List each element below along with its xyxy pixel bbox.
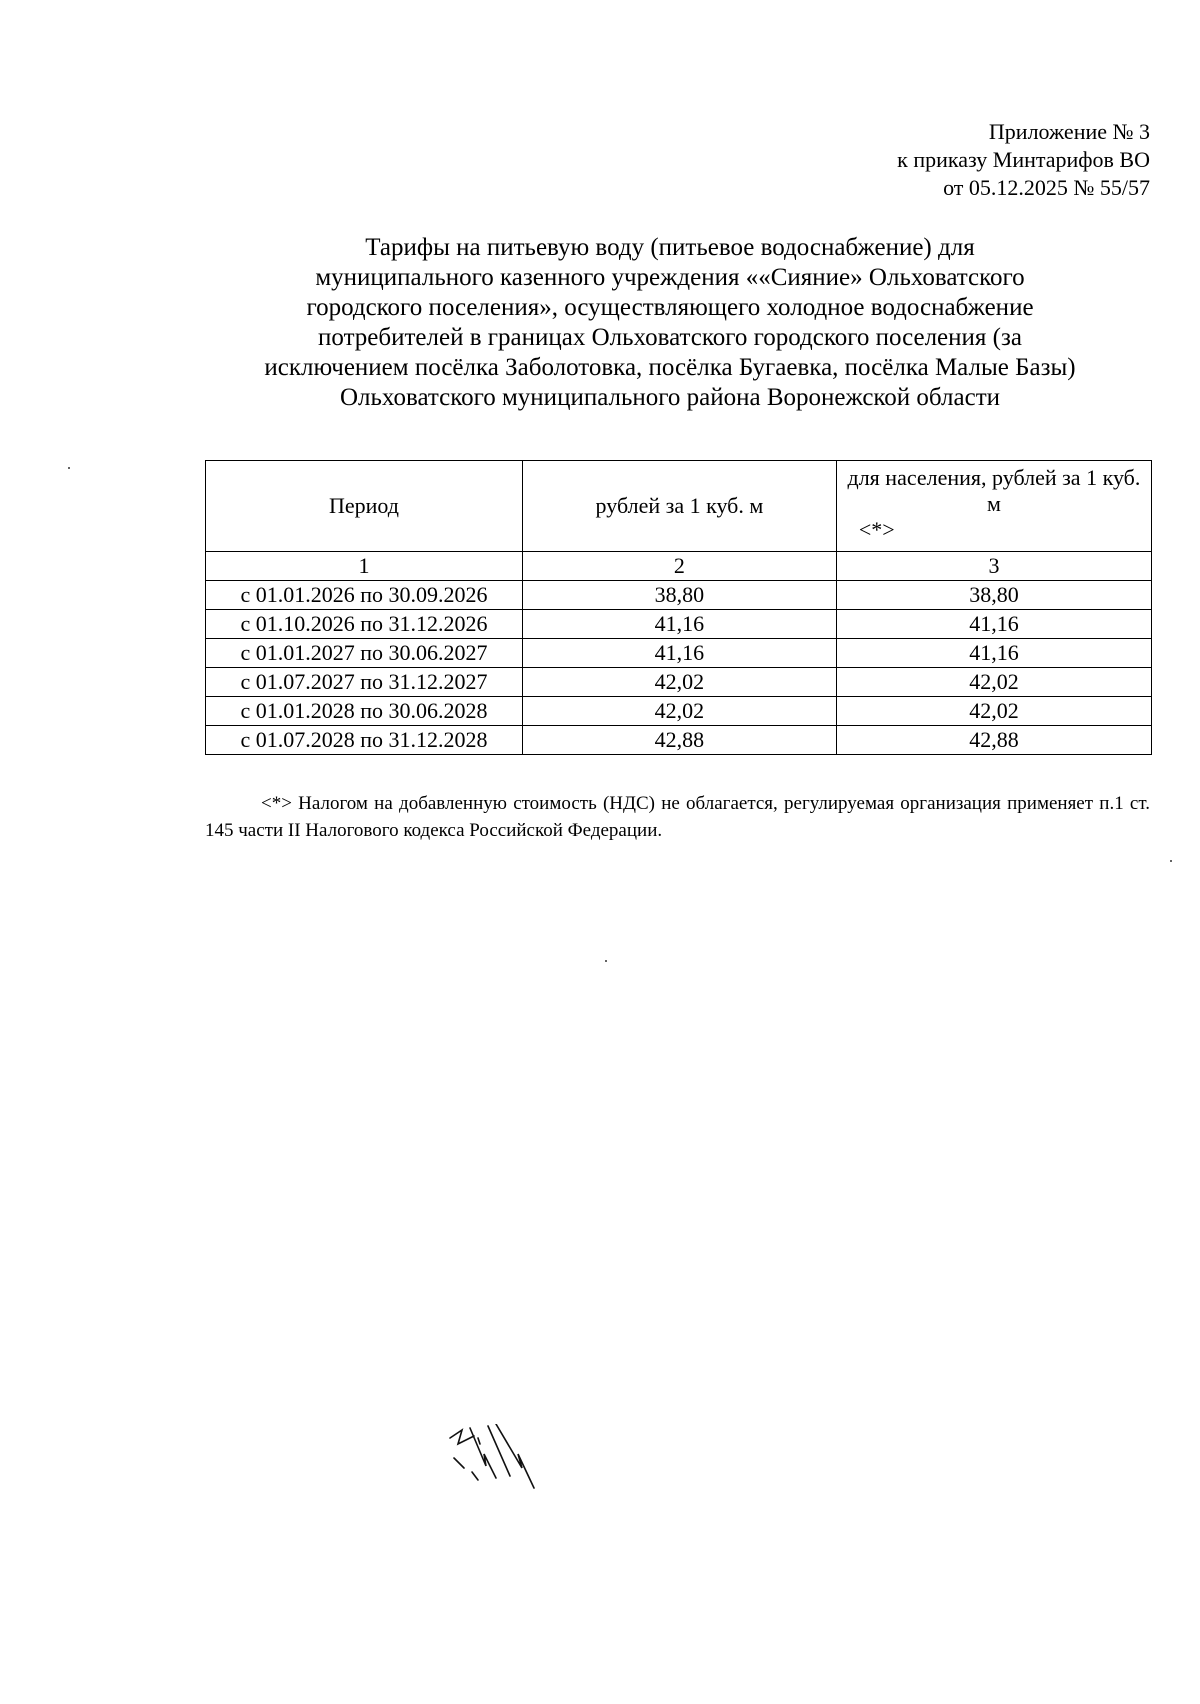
- table-header-row: [206, 461, 1152, 552]
- handwritten-signature-icon: [448, 1424, 548, 1504]
- appendix-order-date: от 05.12.2025 № 55/57: [943, 175, 1150, 200]
- table-row: [206, 668, 1152, 697]
- row-population: 42,02: [836, 697, 1151, 726]
- row-rub: 42,02: [522, 668, 836, 697]
- column-number-3: 3: [836, 552, 1151, 581]
- title-line-6: Ольховатского муниципального района Воронежской области: [340, 384, 1000, 411]
- header-population-footnote-mark: <*>: [858, 517, 895, 542]
- row-period: с 01.01.2028 по 30.06.2028: [206, 697, 523, 726]
- table-row: [206, 726, 1152, 755]
- title-line-2: муниципального казенного учреждения ««Сияние» Ольховатского: [315, 264, 1025, 291]
- appendix-header: [630, 118, 1150, 202]
- header-population-label: для населения, рублей за 1 куб. м: [847, 465, 1141, 516]
- title-line-1: Тарифы на питьевую воду (питьевое водоснабжение) для: [365, 234, 975, 261]
- row-population: 41,16: [836, 639, 1151, 668]
- row-population: 41,16: [836, 610, 1151, 639]
- row-period: с 01.10.2026 по 31.12.2026: [206, 610, 523, 639]
- title-line-4: потребителей в границах Ольховатского городского поселения (за: [318, 324, 1022, 351]
- appendix-order-ref: к приказу Минтарифов ВО: [897, 147, 1150, 172]
- appendix-number: Приложение № 3: [988, 119, 1150, 144]
- tariff-table: [205, 460, 1152, 755]
- row-period: с 01.01.2026 по 30.09.2026: [206, 581, 523, 610]
- scan-speck: [68, 467, 70, 469]
- row-period: с 01.01.2027 по 30.06.2027: [206, 639, 523, 668]
- document-title: [200, 233, 1140, 413]
- row-rub: 41,16: [522, 610, 836, 639]
- row-period: с 01.07.2028 по 31.12.2028: [206, 726, 523, 755]
- vat-footnote: <*> Налогом на добавленную стоимость (НДС) не облагается, регулируемая организация применяет п.1 ст. 145 части II Налогового кодекса Российской Федерации.: [205, 793, 1150, 841]
- column-number-2: 2: [522, 552, 836, 581]
- column-number-row: [206, 552, 1152, 581]
- row-period: с 01.07.2027 по 31.12.2027: [206, 668, 523, 697]
- row-rub: 42,88: [522, 726, 836, 755]
- row-rub: 38,80: [522, 581, 836, 610]
- table-row: [206, 610, 1152, 639]
- row-population: 42,88: [836, 726, 1151, 755]
- title-line-3: городского поселения», осуществляющего холодное водоснабжение: [306, 294, 1034, 321]
- table-row: [206, 639, 1152, 668]
- row-rub: 41,16: [522, 639, 836, 668]
- header-rub-per-m3: рублей за 1 куб. м: [522, 461, 836, 552]
- column-number-1: 1: [206, 552, 523, 581]
- table-row: [206, 697, 1152, 726]
- row-rub: 42,02: [522, 697, 836, 726]
- row-population: 38,80: [836, 581, 1151, 610]
- scan-speck: [1170, 860, 1172, 862]
- table-row: [206, 581, 1152, 610]
- scan-speck: [605, 960, 607, 962]
- header-population: [836, 461, 1151, 552]
- row-population: 42,02: [836, 668, 1151, 697]
- title-line-5: исключением посёлка Заболотовка, посёлка Бугаевка, посёлка Малые Базы): [264, 354, 1076, 381]
- header-period: Период: [206, 461, 523, 552]
